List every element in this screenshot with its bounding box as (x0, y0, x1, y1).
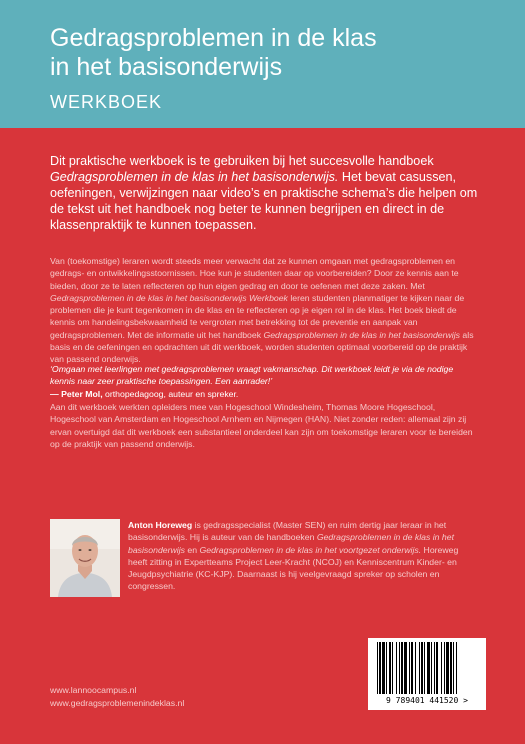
bio-text-3: Horeweg heeft zitting in Expertteams Project Leer-Kracht (NCOJ) en Kenniscentrum Kinder- en Jeugdpsychiatrie (KC-KJP). Daarnaast is hij veelgevraagd spreker op scholen en congressen. (128, 544, 459, 592)
description-text-3: als basis en de oefeningen en opdrachten uit dit werkboek, worden studenten optimaal voorbereid op de praktijk van passend onderwijs. (50, 329, 474, 365)
intro-text-2: Het bevat casussen, oefeningen, verwijzingen naar video’s en praktische schema’s die helpen om de tekst uit het handboek nog beter te kunnen begrijpen en direct in de klassenpraktijk te kunnen toepassen. (50, 170, 478, 232)
bio-book-1: Gedragsproblemen in de klas in het basisonderwijs (128, 532, 454, 555)
description-book-title-2: Gedragsproblemen in de klas in het basisonderwijs (263, 329, 461, 340)
bio-book-2: Gedragsproblemen in de klas in het voortgezet onderwijs. (199, 544, 422, 555)
header-band (0, 0, 525, 128)
url-publisher[interactable]: www.lannoocampus.nl (50, 685, 137, 695)
quote-author-role: orthopedagoog, auteur en spreker. (102, 388, 239, 399)
description-paragraph (50, 255, 475, 366)
isbn-number: 9 789401 441520 > (386, 696, 468, 705)
description-text-2: leren studenten planmatiger te kijken naar de problemen die je kunt tegenkomen in de klas en te reflecteren op je eigen rol in de klas. Het boek biedt de kennis om handelingsbekwaamheid te vergroten met betrekking tot de preventie en aanpak van gedragsproblemen. Met de informatie uit het handboek (50, 292, 465, 340)
book-subtitle: WERKBOEK (50, 92, 163, 112)
intro-paragraph (50, 153, 478, 233)
title-line-2: in het basisonderwijs (50, 53, 283, 81)
contributors-paragraph: Aan dit werkboek werkten opleiders mee van Hogeschool Windesheim, Thomas Moore Hogeschool, Hogeschool van Amsterdam en Hogeschool Arnhem en Nijmegen (HAN). Niet zonder reden: allemaal zijn zij ervan overtuigd dat dit werkboek een substantieel onderdeel kan zijn om toekomstige leraren voor te bereiden op de praktijk van passend onderwijs. (50, 402, 473, 449)
endorsement-quote (50, 363, 475, 400)
title-line-1: Gedragsproblemen in de klas (50, 24, 377, 52)
author-bio-text (128, 519, 473, 593)
isbn-barcode (368, 638, 486, 710)
quote-text: ‘Omgaan met leerlingen met gedragsproblemen vraagt vakmanschap. Dit werkboek leidt je via de nodige kennis naar zeer praktische toepassingen. Een aanrader!’ (50, 364, 454, 387)
bio-text-1: is gedragsspecialist (Master SEN) en ruim dertig jaar leraar in het basisonderwijs. Hij is auteur van de handboeken (128, 520, 447, 543)
intro-book-title: Gedragsproblemen in de klas in het basisonderwijs. (50, 170, 339, 184)
description-book-title: Gedragsproblemen in de klas in het basisonderwijs Werkboek (50, 292, 288, 303)
book-title (50, 24, 377, 82)
author-photo (50, 519, 120, 597)
barcode-icon (368, 638, 486, 696)
bio-text-2: en (184, 544, 200, 555)
author-name: Anton Horeweg (128, 520, 193, 530)
quote-author: — Peter Mol, (50, 388, 103, 399)
description-text-1: Van (toekomstige) leraren wordt steeds meer verwacht dat ze kunnen omgaan met gedragsproblemen en gedrags- en ontwikkelingsstoornissen. Hoe kun je studenten daar op voorbereiden? Door ze kennis aan te bieden, door ze te laten reflecteren op hun eigen gedrag en door te oefenen met deze zaken. Met (50, 256, 459, 291)
author-portrait-icon (50, 519, 120, 597)
website-links (50, 684, 184, 710)
intro-text-1: Dit praktische werkboek is te gebruiken bij het succesvolle handboek (50, 154, 434, 168)
url-book-site[interactable]: www.gedragsproblemenindeklas.nl (50, 698, 185, 708)
